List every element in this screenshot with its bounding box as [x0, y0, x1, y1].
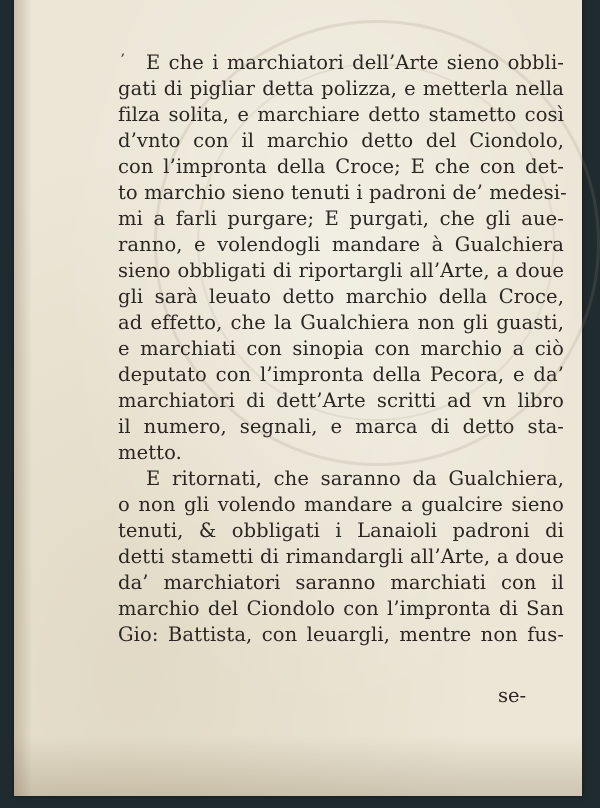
body-text — [118, 50, 567, 648]
text-line-20: detti stametti di rimandargli all’Arte, a doue — [118, 545, 564, 568]
text-line-9: sieno obbligati di riportargli all’Arte, a doue — [118, 259, 564, 282]
page-bottom-stain — [14, 736, 582, 796]
text-line-18: o non gli volendo mandare a gualcire sieno — [118, 493, 564, 516]
text-line-3: filza solita, e marchiare detto stametto così — [118, 103, 564, 126]
text-line-11: ad effetto, che la Gualchiera non gli guasti, — [118, 311, 564, 334]
text-line-5: con l’impronta della Croce; E che con det- — [118, 155, 564, 178]
text-line-13: deputato con l’impronta della Pecora, e da’ — [118, 363, 564, 386]
text-line-1: E che i marchiatori dell’Arte sieno obbli- — [146, 51, 564, 74]
text-line-17: E ritornati, che saranno da Gualchiera, — [146, 467, 564, 490]
text-line-14: marchiatori di dett’Arte scritti ad vn libro — [118, 389, 564, 412]
text-line-21: da’ marchiatori saranno marchiati con il — [118, 571, 564, 594]
text-line-4: d’vnto con il marchio detto del Ciondolo, — [118, 129, 564, 152]
text-line-23: Gio: Battista, con leuargli, mentre non fus- — [118, 623, 564, 646]
catchword: se- — [498, 684, 527, 707]
text-line-2: gati di pigliar detta polizza, e metterla nella — [118, 77, 564, 100]
text-line-7: mi a farli purgare; E purgati, che gli aue- — [118, 207, 564, 230]
text-line-12: e marchiati con sinopia con marchio a ciò — [118, 337, 564, 360]
text-line-8: ranno, e volendogli mandare à Gualchiera — [118, 233, 564, 256]
text-line-6: to marchio sieno tenuti i padroni de’ medesi- — [118, 181, 567, 204]
margin-mark: ʼ — [120, 52, 125, 68]
page-edge-shadow — [14, 0, 32, 796]
text-line-15: il numero, segnali, e marca di detto sta- — [118, 415, 564, 438]
text-line-19: tenuti, & obbligati i Lanaioli padroni di — [118, 519, 564, 542]
text-line-22: marchio del Ciondolo con l’impronta di San — [118, 597, 564, 620]
text-line-16: metto. — [118, 441, 182, 464]
text-line-10: gli sarà leuato detto marchio della Croce, — [118, 285, 564, 308]
